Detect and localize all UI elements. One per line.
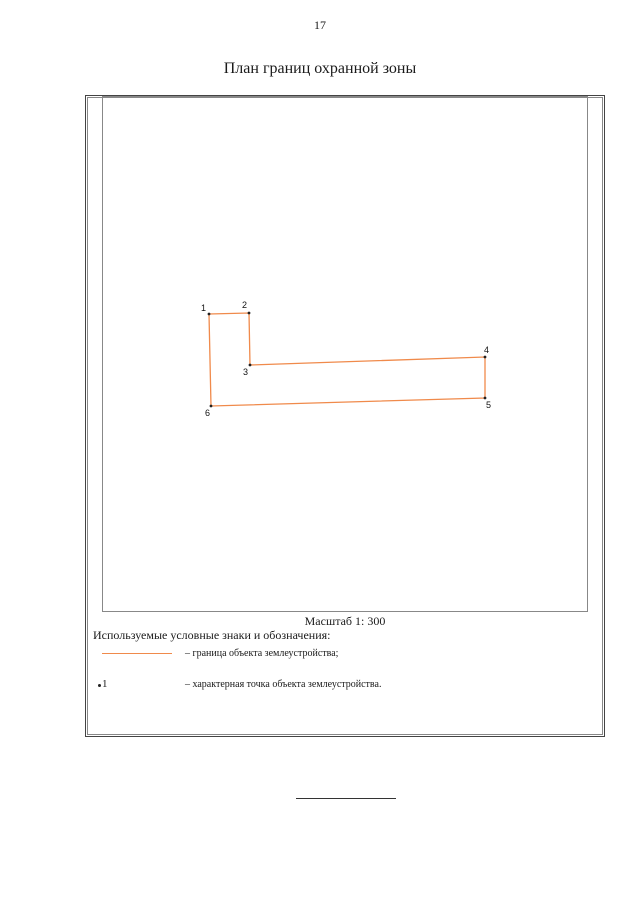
legend-boundary-sample — [102, 653, 172, 654]
boundary-polygon — [209, 313, 485, 406]
page-title: План границ охранной зоны — [223, 60, 417, 77]
point-label-5: 5 — [486, 400, 492, 410]
point-label-1: 1 — [201, 303, 207, 313]
point-marker-2 — [248, 312, 251, 315]
legend-dot-icon — [98, 684, 101, 687]
point-label-2: 2 — [242, 300, 248, 310]
signature-line — [296, 798, 396, 799]
legend-point-label: 1 — [102, 678, 108, 690]
point-marker-6 — [210, 405, 213, 408]
legend-title: Используемые условные знаки и обозначения: — [93, 628, 331, 642]
point-label-4: 4 — [484, 345, 490, 355]
legend-point-sample — [98, 678, 108, 690]
scale-label: Масштаб 1: 300 — [304, 614, 386, 628]
point-label-3: 3 — [243, 367, 249, 377]
legend-point-text: – характерная точка объекта землеустройства. — [185, 679, 382, 690]
point-marker-1 — [208, 313, 211, 316]
point-marker-3 — [249, 364, 252, 367]
point-label-6: 6 — [205, 408, 211, 418]
point-marker-5 — [484, 397, 487, 400]
point-marker-4 — [484, 356, 487, 359]
page-number: 17 — [314, 18, 326, 32]
legend-boundary-text: – граница объекта землеустройства; — [185, 648, 339, 659]
